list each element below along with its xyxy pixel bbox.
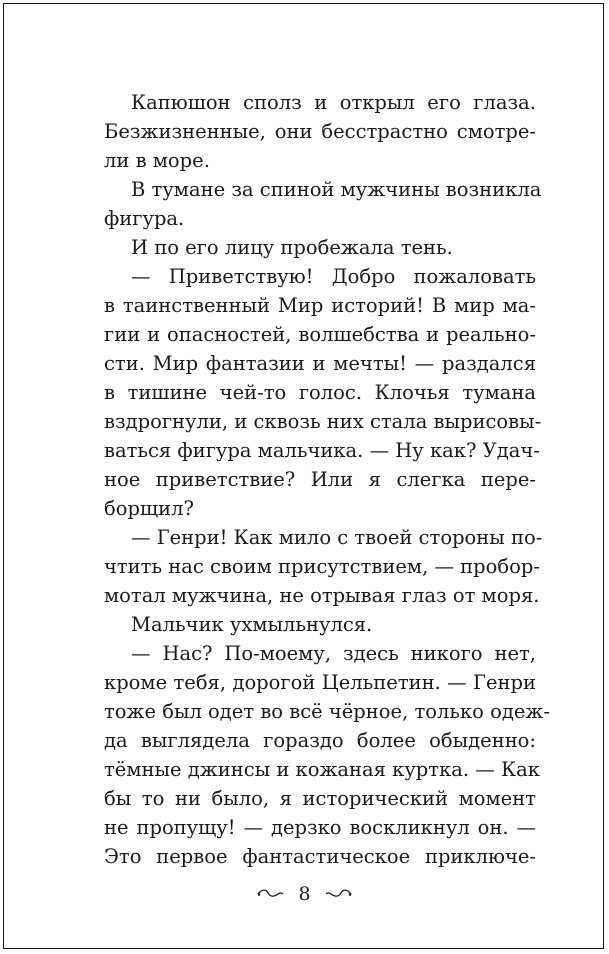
text-line: чтить нас своим присутствием, — пробор- [104, 555, 540, 578]
text-line: в таинственный Мир историй! В мир ма- [104, 294, 536, 317]
text-line: бы то ни было, я исторический момент [104, 787, 536, 810]
text-line: вздрогнули, и сквозь них стала вырисовы- [104, 410, 542, 433]
text-line: в тишине чей-то голос. Клочья тумана [104, 381, 536, 404]
text-line: мотал мужчина, не отрывая глаз от моря. [104, 584, 540, 607]
swash-ornament-left-icon [256, 888, 284, 900]
text-line: Это первое фантастическое приключе- [104, 845, 536, 868]
text-line: фигура. [104, 207, 185, 230]
text-line: ваться фигура мальчика. — Ну как? Удач- [104, 439, 540, 462]
text-line: да выглядела гораздо более обыденно: [104, 729, 536, 752]
page-number: 8 [298, 883, 311, 905]
text-line: Капюшон сполз и открыл его глаза. [131, 91, 536, 114]
text-line: — Приветствую! Добро пожаловать [131, 265, 536, 288]
swash-ornament-right-icon [325, 888, 353, 900]
text-line: кроме тебя, дорогой Цельпетин. — Генри [104, 671, 536, 694]
text-line: И по его лицу пробежала тень. [131, 236, 453, 259]
text-line: не пропущу! — дерзко воскликнул он. — [104, 816, 536, 839]
body-text [104, 88, 550, 871]
text-line: — Нас? По-моему, здесь никого нет, [131, 642, 536, 665]
text-line: ли в море. [104, 149, 210, 172]
text-line: тоже был одет во всё чёрное, только одеж- [104, 700, 550, 723]
text-line: Мальчик ухмыльнулся. [131, 613, 373, 636]
text-line: Безжизненные, они бесстрастно смотре- [104, 120, 536, 143]
text-line: сти. Мир фантазии и мечты! — раздался [104, 352, 536, 375]
page-folio [0, 882, 609, 905]
text-line: борщил? [104, 497, 194, 520]
text-line: тёмные джинсы и кожаная куртка. — Как [104, 758, 540, 781]
text-line: ное приветствие? Или я слегка пере- [104, 468, 536, 491]
text-line: гии и опасностей, волшебства и реально- [104, 323, 536, 346]
text-line: В тумане за спиной мужчины возникла [131, 178, 542, 201]
text-line: — Генри! Как мило с твоей стороны по- [131, 526, 543, 549]
